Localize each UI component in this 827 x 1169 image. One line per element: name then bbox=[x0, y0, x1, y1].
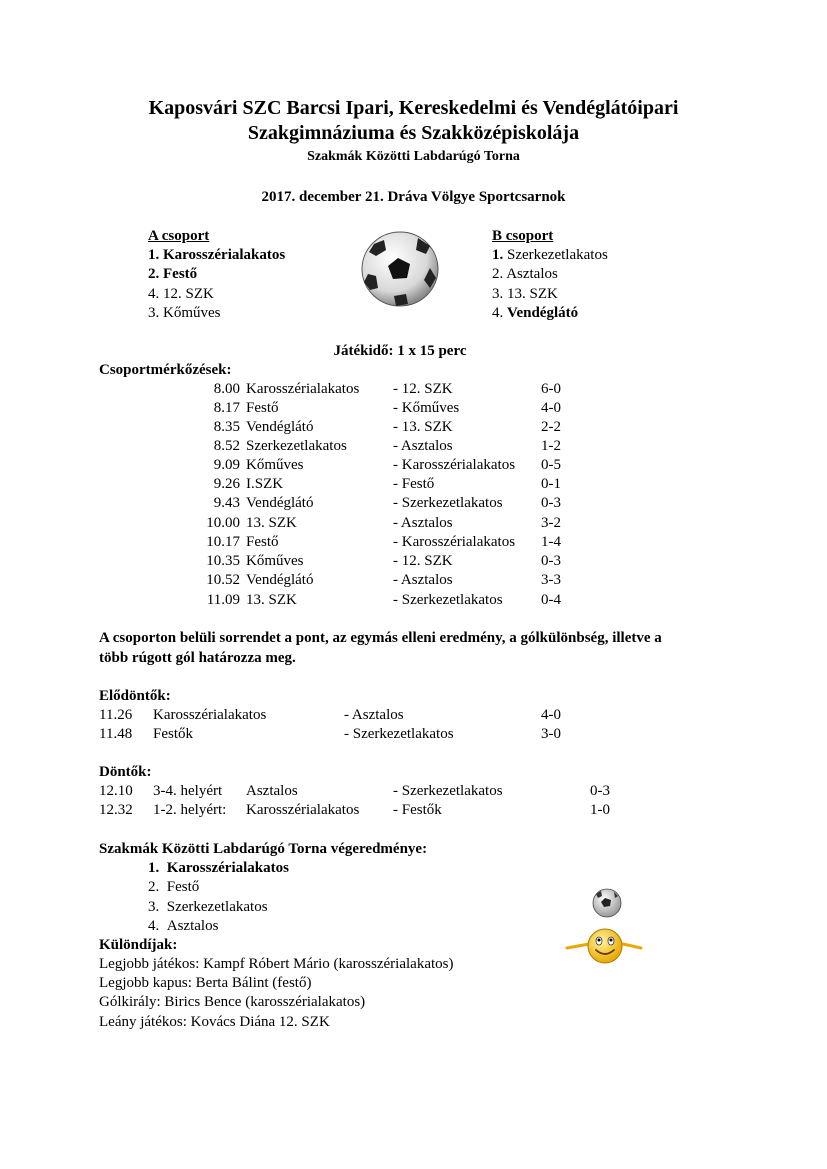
match-home: Festő bbox=[246, 400, 279, 416]
semi-time: 11.48 bbox=[99, 726, 133, 742]
match-score: 6-0 bbox=[541, 381, 561, 397]
match-score: 0-4 bbox=[541, 592, 561, 608]
match-time: 10.35 bbox=[206, 553, 240, 569]
final-result-row: 2. Festő bbox=[148, 879, 200, 895]
final-score: 1-0 bbox=[590, 802, 610, 818]
match-home: Vendéglátó bbox=[246, 419, 314, 435]
final-result-row: 3. Szerkezetlakatos bbox=[148, 899, 268, 915]
special-awards-heading: Különdíjak: bbox=[99, 937, 178, 953]
match-time: 9.43 bbox=[213, 495, 240, 511]
soccer-ball-icon bbox=[360, 230, 440, 308]
game-time: Játékidő: 1 x 15 perc bbox=[333, 343, 467, 359]
tournament-subtitle: Szakmák Közötti Labdarúgó Torna bbox=[307, 149, 520, 164]
match-time: 9.26 bbox=[213, 476, 240, 492]
award-item: Legjobb játékos: Kampf Róbert Mário (karosszérialakatos) bbox=[99, 956, 454, 972]
rule-note-line-1: A csoporton belüli sorrendet a pont, az egymás elleni eredmény, a gólkülönbség, illetve a bbox=[99, 630, 662, 646]
match-away: - Asztalos bbox=[393, 438, 453, 454]
semi-away: - Asztalos bbox=[344, 707, 404, 723]
award-item: Gólkirály: Birics Bence (karosszérialakatos) bbox=[99, 994, 366, 1010]
match-away: - Asztalos bbox=[393, 515, 453, 531]
match-score: 0-3 bbox=[541, 553, 561, 569]
match-score: 1-2 bbox=[541, 438, 561, 454]
page-title-line-1: Kaposvári SZC Barcsi Ipari, Kereskedelmi és Vendéglátóipari bbox=[148, 97, 679, 119]
group-a-row: 1. Karosszérialakatos bbox=[148, 247, 286, 263]
match-score: 4-0 bbox=[541, 400, 561, 416]
group-a-row: 4. 12. SZK bbox=[148, 286, 214, 302]
match-time: 10.00 bbox=[206, 515, 240, 531]
match-score: 0-1 bbox=[541, 476, 561, 492]
semi-away: - Szerkezetlakatos bbox=[344, 726, 454, 742]
match-home: 13. SZK bbox=[246, 515, 297, 531]
final-away: - Festők bbox=[393, 802, 442, 818]
match-time: 8.00 bbox=[213, 381, 240, 397]
match-score: 0-5 bbox=[541, 457, 561, 473]
match-away: - 13. SZK bbox=[393, 419, 453, 435]
final-result-row: 4. Asztalos bbox=[148, 918, 219, 934]
semifinals-heading: Elődöntők: bbox=[99, 688, 171, 704]
match-home: Vendéglátó bbox=[246, 495, 314, 511]
match-time: 10.17 bbox=[206, 534, 240, 550]
match-score: 3-3 bbox=[541, 572, 561, 588]
rule-note-line-2: több rúgott gól határozza meg. bbox=[99, 650, 296, 666]
semi-score: 3-0 bbox=[541, 726, 561, 742]
date-location: 2017. december 21. Dráva Völgye Sportcsarnok bbox=[261, 189, 566, 205]
match-home: I.SZK bbox=[246, 476, 284, 492]
group-matches-heading: Csoportmérkőzések: bbox=[99, 362, 232, 378]
award-item: Legjobb kapus: Berta Bálint (festő) bbox=[99, 975, 312, 991]
award-item: Leány játékos: Kovács Diána 12. SZK bbox=[99, 1014, 330, 1030]
final-time: 12.10 bbox=[99, 783, 133, 799]
match-away: - Karosszérialakatos bbox=[393, 534, 516, 550]
match-home: Kőműves bbox=[246, 553, 304, 569]
match-home: Festő bbox=[246, 534, 279, 550]
final-time: 12.32 bbox=[99, 802, 133, 818]
match-home: Karosszérialakatos bbox=[246, 381, 360, 397]
match-away: - Festő bbox=[393, 476, 435, 492]
match-score: 1-4 bbox=[541, 534, 561, 550]
match-away: - Asztalos bbox=[393, 572, 453, 588]
semi-time: 11.26 bbox=[99, 707, 133, 723]
page-title-line-2: Szakgimnáziuma és Szakközépiskolája bbox=[247, 122, 580, 144]
semi-score: 4-0 bbox=[541, 707, 561, 723]
final-away: - Szerkezetlakatos bbox=[393, 783, 503, 799]
final-results-heading: Szakmák Közötti Labdarúgó Torna végeredménye: bbox=[99, 841, 428, 857]
match-score: 3-2 bbox=[541, 515, 561, 531]
match-time: 10.52 bbox=[206, 572, 240, 588]
match-time: 11.09 bbox=[206, 592, 240, 608]
group-a-row: 2. Festő bbox=[148, 266, 198, 282]
final-place: 1-2. helyért: bbox=[153, 802, 227, 818]
group-b-row: 4. Vendéglátó bbox=[492, 305, 579, 321]
group-b-row: 2. Asztalos bbox=[492, 266, 558, 282]
match-home: 13. SZK bbox=[246, 592, 297, 608]
semi-home: Karosszérialakatos bbox=[153, 707, 267, 723]
final-result-row: 1. Karosszérialakatos bbox=[148, 860, 289, 876]
match-score: 2-2 bbox=[541, 419, 561, 435]
match-away: - Karosszérialakatos bbox=[393, 457, 516, 473]
final-score: 0-3 bbox=[590, 783, 610, 799]
match-time: 8.52 bbox=[213, 438, 240, 454]
match-away: - Szerkezetlakatos bbox=[393, 495, 503, 511]
match-away: - 12. SZK bbox=[393, 553, 453, 569]
match-home: Vendéglátó bbox=[246, 572, 314, 588]
semi-home: Festők bbox=[153, 726, 194, 742]
match-away: - 12. SZK bbox=[393, 381, 453, 397]
match-time: 8.35 bbox=[213, 419, 240, 435]
group-b-row: 3. 13. SZK bbox=[492, 286, 558, 302]
match-home: Kőműves bbox=[246, 457, 304, 473]
group-b-title: B csoport bbox=[492, 228, 554, 244]
final-home: Karosszérialakatos bbox=[246, 802, 360, 818]
group-a-title: A csoport bbox=[148, 228, 210, 244]
match-time: 8.17 bbox=[213, 400, 240, 416]
smiley-juggling-icon bbox=[563, 886, 645, 966]
group-b-row: 1. Szerkezetlakatos bbox=[492, 247, 608, 263]
final-home: Asztalos bbox=[246, 783, 298, 799]
match-away: - Kőműves bbox=[393, 400, 460, 416]
match-time: 9.09 bbox=[213, 457, 240, 473]
group-a-row: 3. Kőműves bbox=[148, 305, 221, 321]
finals-heading: Döntők: bbox=[99, 764, 152, 780]
match-away: - Szerkezetlakatos bbox=[393, 592, 503, 608]
final-place: 3-4. helyért bbox=[153, 783, 223, 799]
match-home: Szerkezetlakatos bbox=[246, 438, 347, 454]
match-score: 0-3 bbox=[541, 495, 561, 511]
